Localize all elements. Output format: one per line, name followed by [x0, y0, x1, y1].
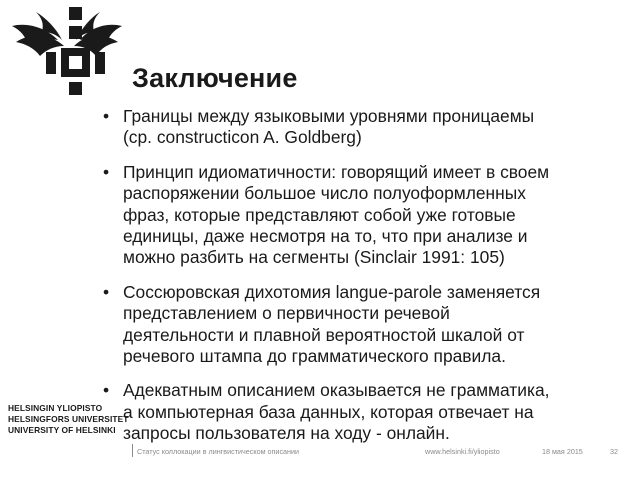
- footer-date: 18 мая 2015: [542, 447, 583, 456]
- footer-url: www.helsinki.fi/yliopisto: [425, 447, 500, 456]
- bullet-line: речевого штампа до грамматического правила.: [123, 346, 506, 367]
- university-name-en: UNIVERSITY OF HELSINKI: [8, 425, 116, 435]
- bullet-dot: •: [103, 281, 110, 302]
- bullet-line: деятельности и плавной вероятностой шкалой от: [123, 324, 525, 345]
- bullet-item: [103, 162, 603, 269]
- footer-page-number: 32: [610, 447, 618, 456]
- university-wordmark: [8, 403, 130, 436]
- bullet-line: распоряжении большое число полуоформленных: [123, 183, 526, 204]
- bullet-dot: •: [103, 161, 110, 182]
- bullet-list: [103, 106, 603, 458]
- bullet-dot: •: [103, 380, 110, 401]
- footer-topic: Статус коллокации в лингвистическом описании: [137, 447, 300, 456]
- bullet-line: Соссюровская дихотомия langue-parole заменяется: [123, 281, 541, 302]
- bullet-line: запросы пользователя на ходу - онлайн.: [123, 423, 450, 444]
- university-name-fi: HELSINGIN YLIOPISTO: [8, 403, 103, 413]
- slide-title: Заключение: [132, 63, 298, 93]
- bullet-line: представлением о первичности речевой: [123, 303, 450, 324]
- bullet-line: можно разбить на сегменты (Sinclair 1991: 105): [123, 247, 505, 268]
- bullet-line: Адекватным описанием оказывается не грамматика,: [123, 380, 550, 401]
- university-name-sv: HELSINGFORS UNIVERSITET: [8, 414, 129, 424]
- bullet-line: Границы между языковыми уровнями проницаемы: [123, 106, 535, 126]
- bullet-dot: •: [103, 106, 110, 126]
- bullet-item: [103, 380, 603, 444]
- bullet-item: [103, 106, 603, 149]
- bullet-line: (ср. constructicon A. Goldberg): [123, 127, 362, 148]
- footer-divider: [132, 444, 133, 457]
- bullet-line: а компьютерная база данных, которая отвечает на: [123, 401, 534, 422]
- bullet-item: [103, 282, 603, 368]
- bullet-line: фраз, которые представляют собой уже готовые: [123, 204, 516, 225]
- helsinki-flame-logo-icon: [6, 4, 126, 104]
- bullet-line: Принцип идиоматичности: говорящий имеет в своем: [123, 161, 550, 182]
- bullet-line: единицы, даже несмотря на то, что при анализе и: [123, 226, 528, 247]
